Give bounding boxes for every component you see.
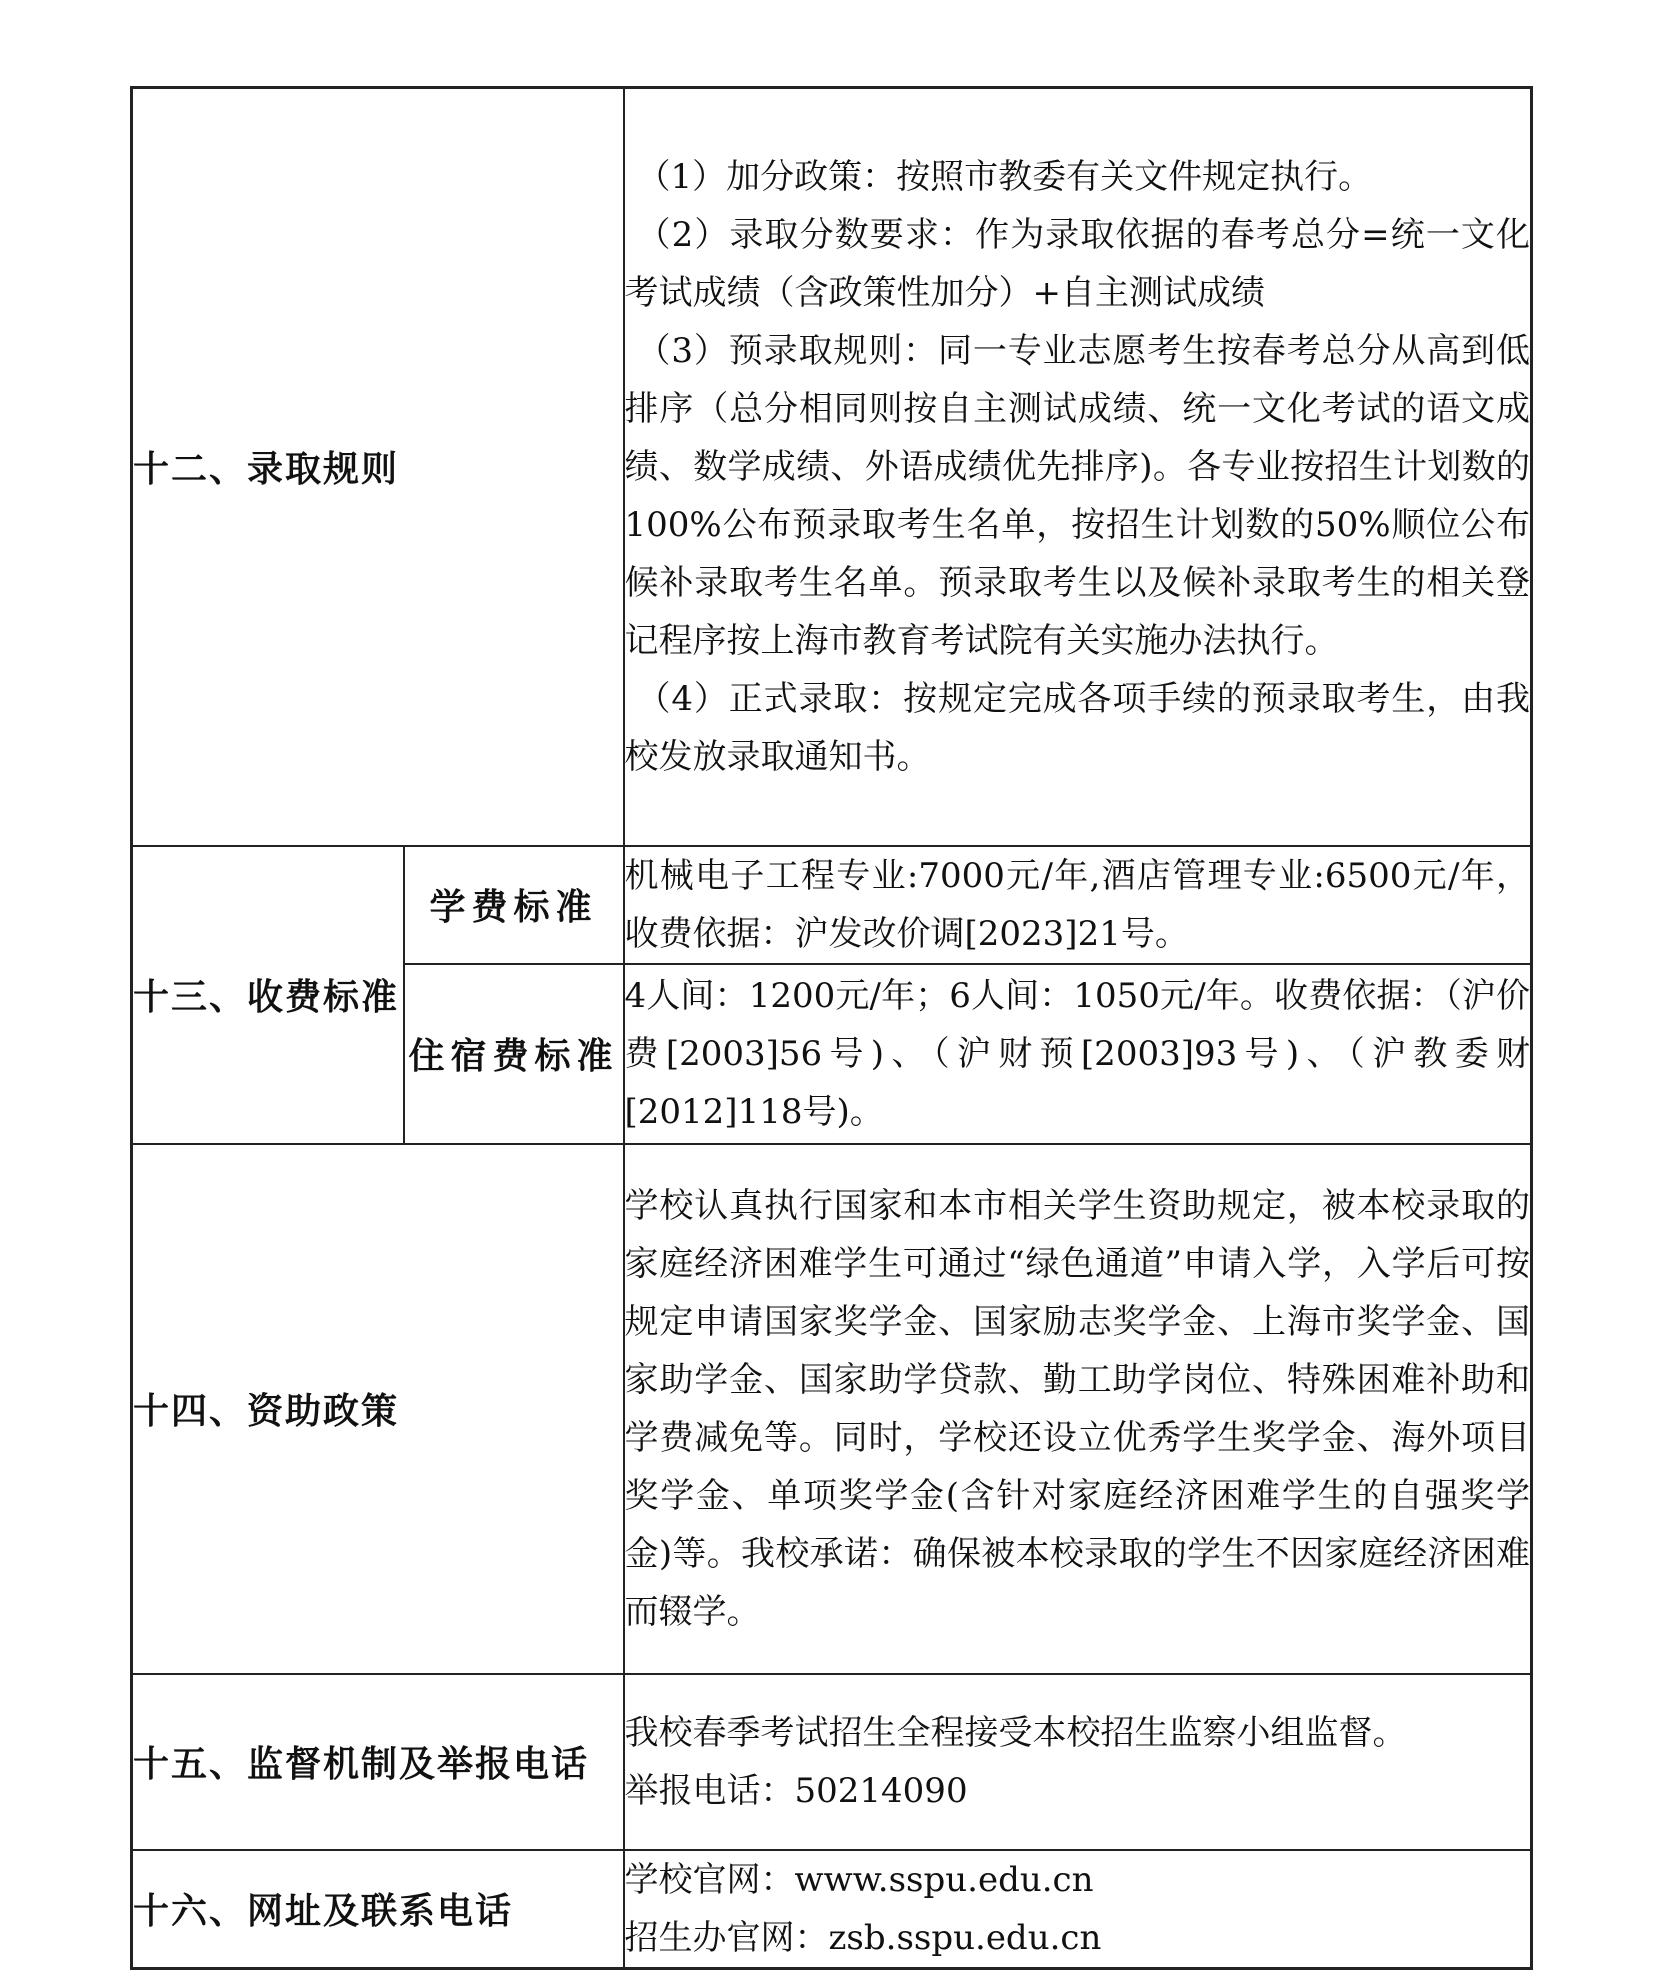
table-row-aid — [132, 1144, 1532, 1674]
admission-rule-4: （4）正式录取：按规定完成各项手续的预录取考生，由我校发放录取通知书。 — [624, 678, 1531, 777]
admission-rule-2: （2）录取分数要求：作为录取依据的春考总分=统一文化考试成绩（含政策性加分）+自主测试成绩 — [624, 214, 1531, 313]
supervision-text: 我校春季考试招生全程接受本校招生监察小组监督。 — [624, 1712, 1407, 1753]
school-website-text: 学校官网：www.sspu.edu.cn — [624, 1859, 1094, 1900]
table-row-supervision — [132, 1674, 1532, 1850]
table-row-contact — [132, 1850, 1532, 1969]
row-label-aid: 十四、资助政策 — [132, 1144, 624, 1674]
contact-content — [624, 1850, 1532, 1969]
row-label-supervision: 十五、监督机制及举报电话 — [132, 1674, 624, 1850]
supervision-content — [624, 1674, 1532, 1850]
admission-rule-3: （3）预录取规则：同一专业志愿考生按春考总分从高到低排序（总分相同则按自主测试成绩、统一文化考试的语文成绩、数学成绩、外语成绩优先排序)。各专业按招生计划数的100%公布预录取考生名单，按招生计划数的50%顺位公布候补录取考生名单。预录取考生以及候补录取考生的相关登记程序按上海市教育考试院有关实施办法执行。 — [624, 330, 1531, 661]
tuition-text: 机械电子工程专业:7000元/年,酒店管理专业:6500元/年，收费依据：沪发改价调[2023]21号。 — [624, 846, 1532, 964]
hotline-text: 举报电话：50214090 — [624, 1770, 968, 1811]
accommodation-text: 4人间：1200元/年；6人间：1050元/年。收费依据：（沪价费[2003]56号)、（沪财预[2003]93号)、（沪教委财[2012]118号)。 — [624, 964, 1532, 1144]
admissions-website-text: 招生办官网：zsb.sspu.edu.cn — [624, 1917, 1102, 1958]
row-label-contact: 十六、网址及联系电话 — [132, 1850, 624, 1969]
table-row-admission — [132, 88, 1532, 846]
aid-policy-text: 学校认真执行国家和本市相关学生资助规定，被本校录取的家庭经济困难学生可通过“绿色通道”申请入学，入学后可按规定申请国家奖学金、国家励志奖学金、上海市奖学金、国家助学金、国家助学贷款、勤工助学岗位、特殊困难补助和学费减免等。同时，学校还设立优秀学生奖学金、海外项目奖学金、单项奖学金(含针对家庭经济困难学生的自强奖学金)等。我校承诺：确保被本校录取的学生不因家庭经济困难而辍学。 — [624, 1144, 1532, 1674]
row-label-admission: 十二、录取规则 — [132, 88, 624, 846]
accommodation-label: 住宿费标准 — [404, 964, 624, 1144]
row-label-fees: 十三、收费标准 — [132, 846, 404, 1144]
admission-rule-1: （1）加分政策：按照市教委有关文件规定执行。 — [636, 156, 1373, 197]
admissions-policy-table — [130, 86, 1533, 1970]
admission-rules-content — [624, 88, 1532, 846]
tuition-label: 学费标准 — [404, 846, 624, 964]
table-row-tuition — [132, 846, 1532, 964]
